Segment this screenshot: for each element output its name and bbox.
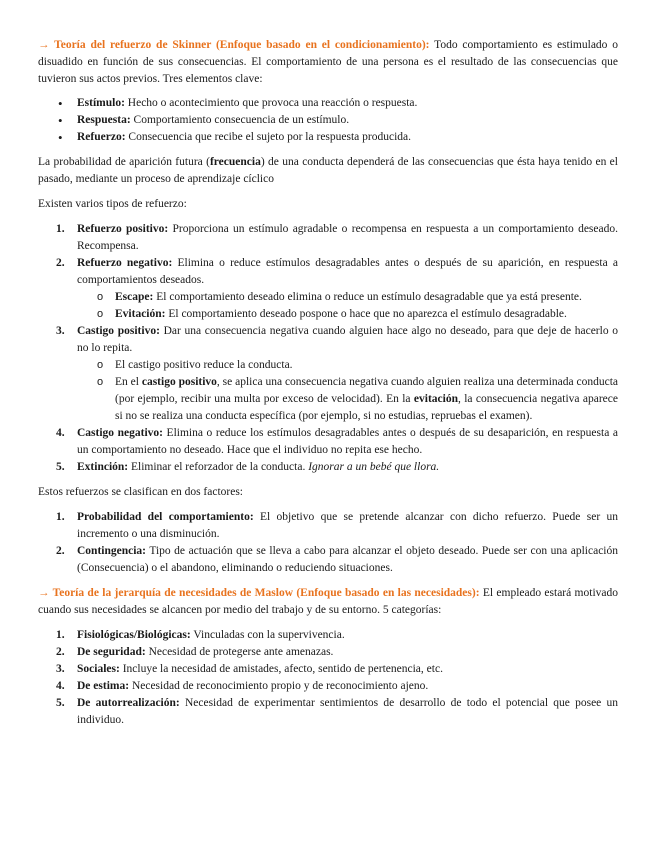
type-term: Extinción:	[77, 461, 129, 473]
factors-list	[38, 509, 618, 577]
item-number: 1.	[56, 223, 65, 235]
sub-desc: El comportamiento deseado elimina o reduce un estímulo desagradable que ya está presente.	[153, 291, 582, 303]
maslow-categories-list	[38, 627, 618, 729]
item-number: 2.	[56, 545, 65, 557]
element-term: Respuesta:	[77, 114, 131, 126]
list-item	[38, 255, 618, 323]
type-term: Refuerzo negativo:	[77, 257, 173, 269]
type-desc: Proporciona un estímulo agradable o recompensa en respuesta a un comportamiento deseado. Recompensa.	[77, 223, 618, 252]
type-term: Castigo positivo:	[77, 325, 160, 337]
sub-term: Escape:	[115, 291, 154, 303]
type-desc: Elimina o reduce estímulos desagradables antes o después de su aparición, en respuesta a comportamientos deseados.	[77, 257, 618, 286]
probability-post: ) de una conducta dependerá de las consecuencias que ésta haya tenido en el pasado, mediante un proceso de aprendizaje cíclico	[38, 156, 618, 185]
factor-desc: Tipo de actuación que se lleva a cabo para alcanzar el objeto deseado. Puede ser con una aplicación (Consecuencia) o el abandono, eliminando o reduciendo situaciones.	[77, 545, 618, 574]
category-desc: Necesidad de protegerse ante amenazas.	[145, 646, 334, 658]
type-example: Ignorar a un bebé que llora.	[308, 461, 440, 473]
sub-text: En el	[115, 376, 142, 388]
list-item	[38, 129, 618, 146]
type-desc: Elimina o reduce los estímulos desagradables antes o después de su desaparición, en respuesta a un comportamiento no deseado. Hace que el individuo no repita ese hecho.	[77, 427, 618, 456]
skinner-intro-text: Todo comportamiento es estimulado o disuadido en función de sus consecuencias. El comportamiento de una persona es el resultado de las consecuencias que tuvieron sus actos previos. Tres elementos clave:	[38, 39, 618, 85]
skinner-heading: → Teoría del refuerzo de Skinner (Enfoque basado en el condicionamiento):	[38, 39, 430, 51]
item-number: 3.	[56, 663, 65, 675]
list-item	[38, 543, 618, 577]
item-number: 2.	[56, 646, 65, 658]
probability-pre: La probabilidad de aparición futura (	[38, 156, 210, 168]
sub-list-item	[77, 306, 618, 323]
sub-list-item	[77, 374, 618, 425]
sub-bold: castigo positivo	[141, 376, 217, 388]
list-item	[38, 509, 618, 543]
category-desc: Necesidad de experimentar sentimientos de desarrollo de todo el potencial que posee un individuo.	[77, 697, 618, 726]
negative-reinforcement-sublist	[77, 289, 618, 323]
sub-text: , la consecuencia negativa aparece si no se realiza una conducta específica (por ejemplo, si no estudias, repruebas el examen).	[115, 393, 618, 422]
category-term: Sociales:	[77, 663, 120, 675]
list-item	[38, 459, 618, 476]
probability-paragraph	[38, 154, 618, 188]
list-item	[38, 221, 618, 255]
category-term: Fisiológicas/Biológicas:	[77, 629, 191, 641]
item-number: 4.	[56, 680, 65, 692]
item-number: 5.	[56, 461, 65, 473]
list-item	[38, 425, 618, 459]
category-desc: Vinculadas con la supervivencia.	[190, 629, 345, 641]
item-number: 1.	[56, 511, 65, 523]
sub-term: Evitación:	[115, 308, 166, 320]
element-desc: Consecuencia que recibe el sujeto por la respuesta producida.	[125, 131, 412, 143]
element-desc: Hecho o acontecimiento que provoca una reacción o respuesta.	[124, 97, 418, 109]
sub-text: , se aplica una consecuencia negativa cuando alguien realiza una determinada conducta (por ejemplo, recibir una multa por exceso de velocidad). En la	[115, 376, 618, 405]
factor-term: Probabilidad del comportamiento:	[77, 511, 254, 523]
list-item	[38, 678, 618, 695]
item-number: 4.	[56, 427, 65, 439]
type-desc: Dar una consecuencia negativa cuando alguien hace algo no deseado, para que deje de hacerlo o no lo repita.	[77, 325, 618, 354]
list-item	[38, 627, 618, 644]
sub-list-item	[77, 289, 618, 306]
positive-punishment-sublist	[77, 357, 618, 425]
category-desc: Incluye la necesidad de amistades, afecto, sentido de pertenencia, etc.	[119, 663, 443, 675]
type-term: Refuerzo positivo:	[77, 223, 169, 235]
list-item	[38, 95, 618, 112]
maslow-intro-paragraph	[38, 585, 618, 619]
type-desc: Eliminar el reforzador de la conducta.	[128, 461, 309, 473]
skinner-intro-paragraph	[38, 37, 618, 88]
element-term: Refuerzo:	[77, 131, 126, 143]
key-elements-list	[38, 95, 618, 146]
category-term: De seguridad:	[77, 646, 146, 658]
category-desc: Necesidad de reconocimiento propio y de reconocimiento ajeno.	[129, 680, 429, 692]
list-item	[38, 644, 618, 661]
sub-list-item: o El castigo positivo reduce la conducta.	[77, 357, 618, 374]
item-number: 1.	[56, 629, 65, 641]
item-number: 5.	[56, 697, 65, 709]
element-term: Estímulo:	[77, 97, 125, 109]
sub-desc: El comportamiento deseado pospone o hace que no aparezca el estímulo desagradable.	[165, 308, 567, 320]
category-term: De autorrealización:	[77, 697, 180, 709]
list-item	[38, 112, 618, 129]
element-desc: Comportamiento consecuencia de un estímulo.	[130, 114, 350, 126]
factor-desc: El objetivo que se pretende alcanzar con dicho refuerzo. Puede ser un incremento o una disminución.	[77, 511, 618, 540]
factor-term: Contingencia:	[77, 545, 146, 557]
types-intro: Existen varios tipos de refuerzo:	[38, 198, 187, 210]
maslow-heading: → Teoría de la jerarquía de necesidades de Maslow (Enfoque basado en las necesidades):	[38, 587, 480, 599]
document-page	[38, 37, 618, 737]
list-item	[38, 323, 618, 425]
factors-intro: Estos refuerzos se clasifican en dos factores:	[38, 486, 244, 498]
probability-term: frecuencia	[209, 156, 261, 168]
maslow-intro-text: El empleado estará motivado cuando sus necesidades se alcancen por medio del trabajo y de su entorno. 5 categorías:	[38, 587, 618, 616]
reinforcement-types-list	[38, 221, 618, 476]
category-term: De estima:	[77, 680, 130, 692]
item-number: 3.	[56, 325, 65, 337]
item-number: 2.	[56, 257, 65, 269]
sub-bold: evitación	[413, 393, 458, 405]
list-item	[38, 695, 618, 729]
type-term: Castigo negativo:	[77, 427, 163, 439]
list-item	[38, 661, 618, 678]
